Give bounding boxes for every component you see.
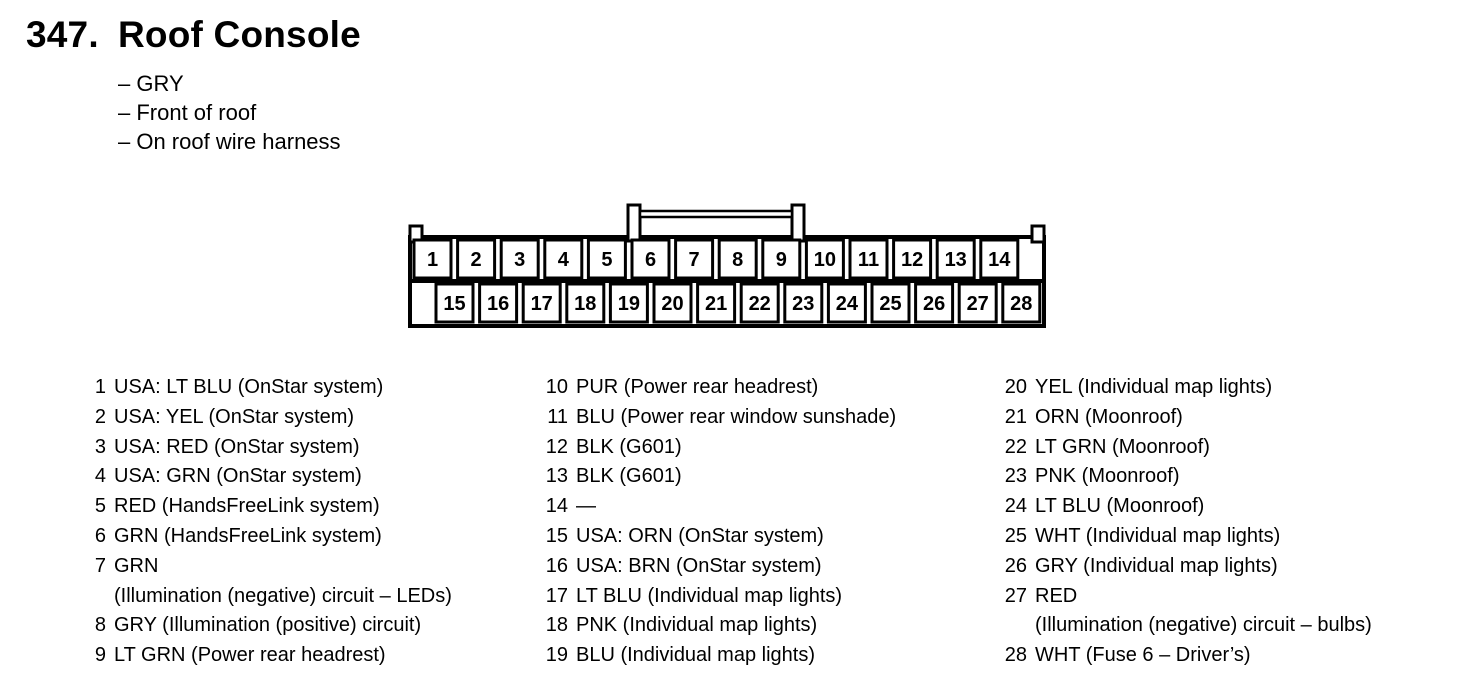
pin-entry-number: 17 xyxy=(545,584,568,607)
pin-number-11: 11 xyxy=(857,249,880,271)
pin-entry-number: 27 xyxy=(1004,584,1027,607)
pin-entry-27 xyxy=(997,582,1372,642)
pin-entry-number: 10 xyxy=(545,376,568,398)
pin-entry-number: 7 xyxy=(94,554,106,577)
pin-entry-description: USA: BRN (OnStar system) xyxy=(576,554,822,577)
pin-entry-number: 2 xyxy=(94,405,106,428)
pin-entry-17 xyxy=(538,582,896,612)
pin-entry-description: LT GRN (Moonroof) xyxy=(1035,435,1210,458)
pin-entry-24 xyxy=(997,492,1372,522)
pin-entry-6 xyxy=(76,522,452,552)
pin-entry-description: BLK (G601) xyxy=(576,465,682,488)
pin-number-19: 19 xyxy=(617,293,641,315)
pin-entry-16 xyxy=(538,552,896,582)
pin-entry-22 xyxy=(997,433,1372,463)
pin-number-27: 27 xyxy=(966,293,989,315)
pin-entry-number: 6 xyxy=(94,524,106,547)
pin-entry-8 xyxy=(76,611,452,641)
pin-entry-number: 28 xyxy=(1004,644,1027,667)
pin-entry-description: GRY (Individual map lights) xyxy=(1035,554,1278,577)
pin-entry-1 xyxy=(76,373,452,403)
pin-entry-description: BLK (G601) xyxy=(576,435,682,458)
pin-entry-2 xyxy=(76,403,452,433)
pin-entry-number: 22 xyxy=(1004,435,1027,458)
pin-entry-description: LT GRN (Power rear headrest) xyxy=(114,644,386,667)
pin-entry-description: PUR (Power rear headrest) xyxy=(576,376,819,398)
pin-entry-21 xyxy=(997,403,1372,433)
pin-number-2: 2 xyxy=(470,249,482,271)
pin-number-4: 4 xyxy=(557,249,569,271)
connector-number: 347. xyxy=(26,14,99,55)
pin-entry-3 xyxy=(76,433,452,463)
pin-list-column-2 xyxy=(538,373,896,671)
pin-entry-number: 26 xyxy=(1004,554,1027,577)
pin-entry-number: 15 xyxy=(545,524,568,547)
pin-entry-description: GRY (Illumination (positive) circuit) xyxy=(114,614,422,637)
pin-entry-number: 5 xyxy=(94,495,106,518)
pin-number-3: 3 xyxy=(514,249,526,271)
pin-list-column-1 xyxy=(76,373,452,671)
pin-entry-description: USA: GRN (OnStar system) xyxy=(114,465,362,488)
lock-tab-bar xyxy=(640,211,792,217)
pin-number-15: 15 xyxy=(443,293,466,315)
pin-entry-description: BLU (Individual map lights) xyxy=(576,644,815,667)
pin-number-8: 8 xyxy=(732,249,744,271)
pin-list-column-3 xyxy=(997,373,1372,671)
pin-entry-number: 24 xyxy=(1004,495,1027,518)
pin-number-28: 28 xyxy=(1010,293,1033,315)
pin-entry-number: 4 xyxy=(94,465,106,488)
connector-location: – Front of roof xyxy=(118,100,257,125)
pin-entry-25 xyxy=(997,522,1372,552)
pin-entry-description: PNK (Moonroof) xyxy=(1035,465,1180,488)
pin-number-18: 18 xyxy=(574,293,597,315)
pin-entry-description: ORN (Moonroof) xyxy=(1035,405,1183,428)
lock-tab-left xyxy=(628,205,640,241)
pin-number-1: 1 xyxy=(426,249,439,271)
pin-number-21: 21 xyxy=(704,293,728,315)
pin-number-20: 20 xyxy=(661,293,684,315)
pin-entry-number: 19 xyxy=(545,644,568,667)
pin-entry-9 xyxy=(76,641,452,671)
pin-number-17: 17 xyxy=(530,293,553,315)
pin-number-7: 7 xyxy=(688,249,700,271)
pin-entry-number: 23 xyxy=(1004,465,1027,488)
pin-entry-description: WHT (Individual map lights) xyxy=(1035,524,1281,547)
pin-entry-number: 21 xyxy=(1004,405,1027,428)
pin-entry-description: GRN (HandsFreeLink system) xyxy=(114,524,382,547)
pin-number-13: 13 xyxy=(944,249,967,271)
connector-harness: – On roof wire harness xyxy=(118,129,341,154)
pin-entry-20 xyxy=(997,373,1372,403)
pin-entry-15 xyxy=(538,522,896,552)
pin-number-22: 22 xyxy=(748,293,771,315)
pin-number-25: 25 xyxy=(879,293,902,315)
pin-entry-number: 11 xyxy=(547,405,568,428)
pin-entry-description: RED (Illumination (negative) circuit – bulbs) xyxy=(1035,584,1372,637)
pin-entry-description: GRN (Illumination (negative) circuit – LEDs) xyxy=(114,554,452,607)
pin-entry-number: 3 xyxy=(94,435,106,458)
pin-entry-number: 20 xyxy=(1004,376,1027,398)
pin-number-10: 10 xyxy=(813,249,837,271)
pin-entry-number: 18 xyxy=(545,614,568,637)
pin-entry-11 xyxy=(538,403,896,433)
pin-entry-description: LT BLU (Individual map lights) xyxy=(576,584,843,607)
pin-entry-description: BLU (Power rear window sunshade) xyxy=(576,405,897,428)
lock-tab-right xyxy=(792,205,804,241)
connector-color: – GRY xyxy=(118,71,184,96)
pin-entry-number: 14 xyxy=(545,495,568,518)
connector-name: Roof Console xyxy=(118,14,361,55)
pin-number-16: 16 xyxy=(486,293,510,315)
pin-entry-number: 12 xyxy=(545,435,568,458)
pin-entry-number: 9 xyxy=(94,644,106,667)
pin-number-5: 5 xyxy=(601,249,613,271)
pin-entry-description: USA: YEL (OnStar system) xyxy=(114,405,355,428)
pin-number-9: 9 xyxy=(775,249,787,271)
pin-entry-23 xyxy=(997,462,1372,492)
pin-entry-18 xyxy=(538,611,896,641)
pin-number-24: 24 xyxy=(835,293,859,315)
pin-number-6: 6 xyxy=(644,249,657,271)
pin-entry-description: RED (HandsFreeLink system) xyxy=(114,495,380,518)
pin-entry-13 xyxy=(538,462,896,492)
pin-entry-description: — xyxy=(576,495,596,518)
pin-number-12: 12 xyxy=(900,249,924,271)
pin-number-14: 14 xyxy=(988,249,1011,271)
pin-entry-4 xyxy=(76,462,452,492)
pin-entry-description: YEL (Individual map lights) xyxy=(1035,376,1273,398)
pin-entry-description: LT BLU (Moonroof) xyxy=(1035,495,1205,518)
pin-entry-number: 16 xyxy=(545,554,568,577)
pin-entry-5 xyxy=(76,492,452,522)
pin-entry-14 xyxy=(538,492,896,522)
pin-entry-description: USA: LT BLU (OnStar system) xyxy=(114,376,384,398)
pin-entry-28 xyxy=(997,641,1372,671)
pin-entry-description: USA: RED (OnStar system) xyxy=(114,435,360,458)
pin-entry-description: USA: ORN (OnStar system) xyxy=(576,524,824,547)
pin-entry-number: 8 xyxy=(94,614,106,637)
pin-entry-12 xyxy=(538,433,896,463)
pin-entry-description: WHT (Fuse 6 – Driver’s) xyxy=(1035,644,1251,667)
pin-entry-26 xyxy=(997,552,1372,582)
pin-entry-number: 1 xyxy=(94,376,106,398)
right-post xyxy=(1032,226,1044,242)
pin-number-26: 26 xyxy=(922,293,946,315)
pin-entry-10 xyxy=(538,373,896,403)
pin-entry-description: PNK (Individual map lights) xyxy=(576,614,818,637)
pin-entry-number: 13 xyxy=(545,465,568,488)
pin-entry-number: 25 xyxy=(1004,524,1027,547)
pin-number-23: 23 xyxy=(792,293,815,315)
pin-entry-19 xyxy=(538,641,896,671)
pin-entry-7 xyxy=(76,552,452,612)
